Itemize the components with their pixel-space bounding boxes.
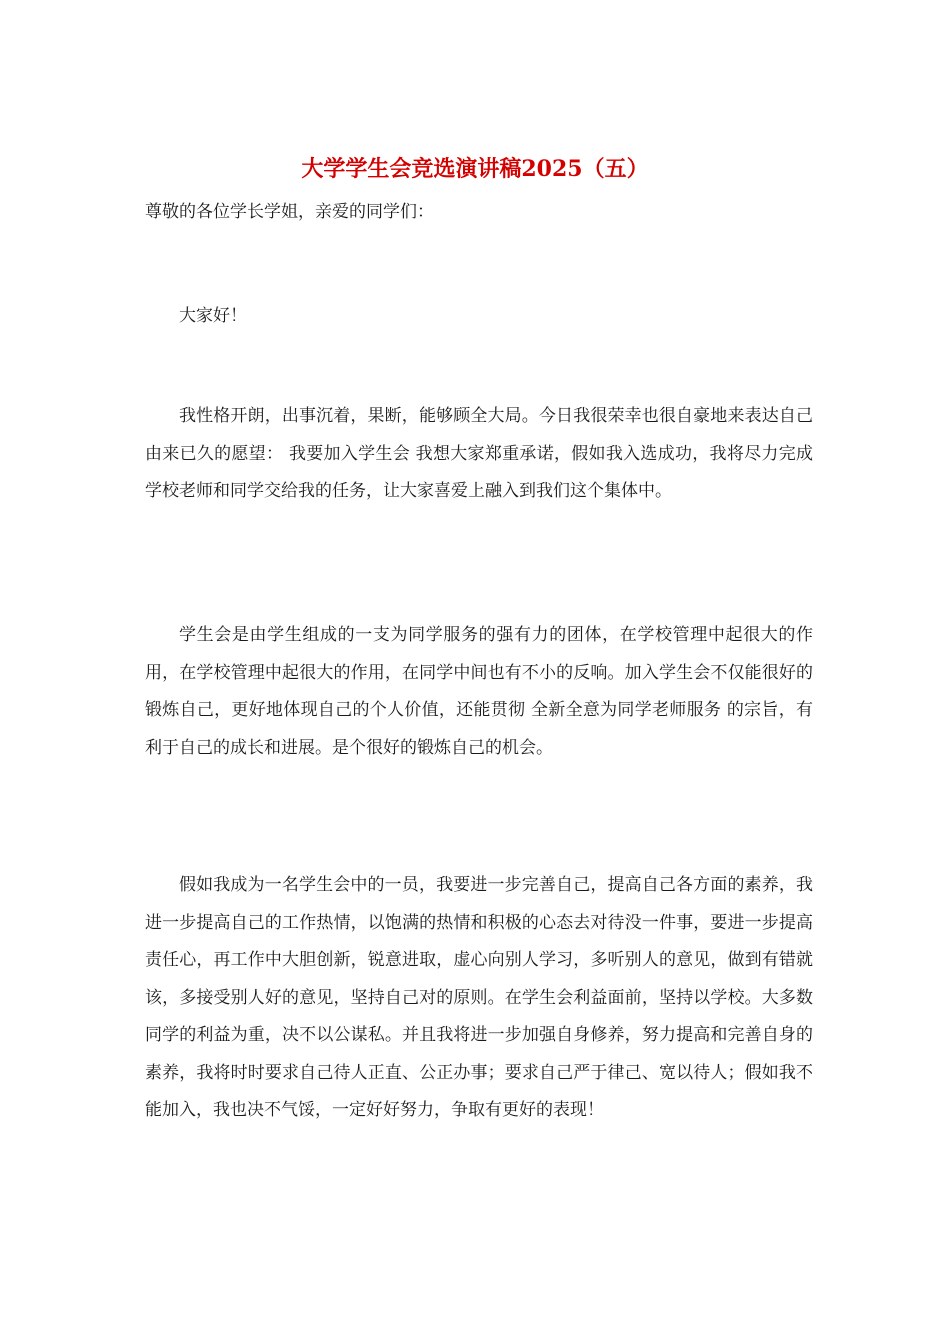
paragraph-commitment: 假如我成为一名学生会中的一员，我要进一步完善自己，提高自己各方面的素养，我进一步提高自己的工作热情，以饱满的热情和积极的心态去对待没一件事，要进一步提高责任心，再工作中大胆创新，锐意进取，虚心向别人学习，多听别人的意见，做到有错就该，多接受别人好的意见，坚持自己对的原则。在学生会利益面前，坚持以学校。大多数同学的利益为重，决不以公谋私。并且我将进一步加强自身修养，努力提高和完善自身的素养，我将时时要求自己待人正直、公正办事；要求自己严于律己、宽以待人；假如我不能加入，我也决不气馁，一定好好努力，争取有更好的表现！ [145,875,813,1120]
salutation: 尊敬的各位学长学姐，亲爱的同学们： [145,202,434,222]
paragraph-student-union: 学生会是由学生组成的一支为同学服务的强有力的团体，在学校管理中起很大的作用，在学校管理中起很大的作用，在同学中间也有不小的反响。加入学生会不仅能很好的锻炼自己，更好地体现自己的个人价值，还能贯彻 全新全意为同学老师服务 的宗旨，有利于自己的成长和进展。是个很好的锻炼自己的机会。 [145,625,813,758]
document-title: 大学学生会竞选演讲稿2025（五） [301,156,649,182]
paragraph-introduction: 我性格开朗，出事沉着，果断，能够顾全大局。今日我很荣幸也很自豪地来表达自己由来已久的愿望： 我要加入学生会 我想大家郑重承诺，假如我入选成功，我将尽力完成学校老师和同学交给我的任务，让大家喜爱上融入到我们这个集体中。 [145,406,813,501]
paragraph-greeting: 大家好！ [179,306,247,326]
